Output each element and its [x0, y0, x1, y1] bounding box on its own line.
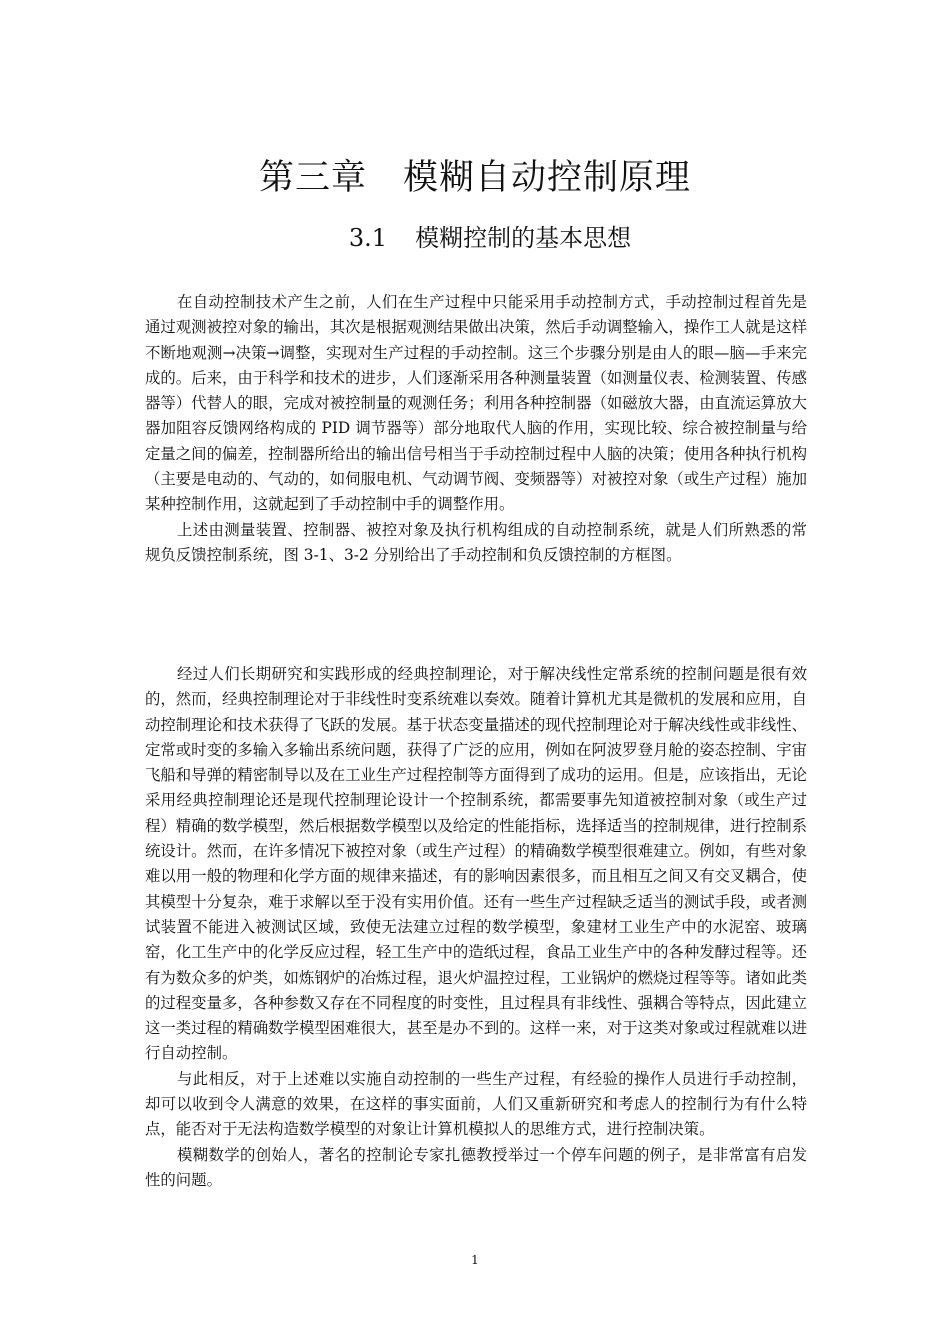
page-number: 1 — [471, 1253, 479, 1267]
paragraph: 与此相反，对于上述难以实施自动控制的一些生产过程，有经验的操作人员进行手动控制，却可以收到令人满意的效果，在这样的事实面前，人们又重新研究和考虑人的控制行为有什么特点，能否对于无法构造数学模型的对象让计算机模拟人的思维方式，进行控制决策。 — [145, 1069, 807, 1139]
paragraph: 经过人们长期研究和实践形成的经典控制理论，对于解决线性定常系统的控制问题是很有效的，然而，经典控制理论对于非线性时变系统难以奏效。随着计算机尤其是微机的发展和应用，自动控制理论和技术获得了飞跃的发展。基于状态变量描述的现代控制理论对于解决线性或非线性、定常或时变的多输入多输出系统问题，获得了广泛的应用，例如在阿波罗登月舱的姿态控制、宇宙飞船和导弹的精密制导以及在工业生产过程控制等方面得到了成功的运用。但是，应该指出，无论采用经典控制理论还是现代控制理论设计一个控制系统，都需要事先知道被控制对象（或生产过程）精确的数学模型，然后根据数学模型以及给定的性能指标，选择适当的控制规律，进行控制系统设计。然而，在许多情况下被控对象（或生产过程）的精确数学模型很难建立。例如，有些对象难以用一般的物理和化学方面的规律来描述，有的影响因素很多，而且相互之间又有交叉耦合，使其模型十分复杂，难于求解以至于没有实用价值。还有一些生产过程缺乏适当的测试手段，或者测试装置不能进入被测试区域，致使无法建立过程的数学模型，象建材工业生产中的水泥窑、玻璃窑，化工生产中的化学反应过程，轻工生产中的造纸过程，食品工业生产中的各种发酵过程等。还有为数众多的炉类，如炼钢炉的冶炼过程，退火炉温控过程，工业锅炉的燃烧过程等等。诸如此类的过程变量多，各种参数又存在不同程度的时变性，且过程具有非线性、强耦合等特点，因此建立这一类过程的精确数学模型困难很大，甚至是办不到的。这样一来，对于这类对象或过程就难以进行自动控制。 — [145, 665, 807, 1063]
section-title — [0, 218, 950, 253]
paragraph: 上述由测量装置、控制器、被控对象及执行机构组成的自动控制系统，就是人们所熟悉的常规负反馈控制系统，图 3-1、3-2 分别给出了手动控制和负反馈控制的方框图。 — [145, 520, 807, 564]
paragraph: 模糊数学的创始人，著名的控制论专家扎德教授举过一个停车问题的例子，是非常富有启发性的问题。 — [145, 1145, 807, 1189]
body-text-part-1 — [145, 290, 807, 568]
section-heading-text: 模糊控制的基本思想 — [415, 224, 632, 252]
paragraph: 在自动控制技术产生之前，人们在生产过程中只能采用手动控制方式，手动控制过程首先是通过观测被控对象的输出，其次是根据观测结果做出决策，然后手动调整输入，操作工人就是这样不断地观测→决策→调整，实现对生产过程的手动控制。这三个步骤分别是由人的眼—脑—手来完成的。后来，由于科学和技术的进步，人们逐渐采用各种测量装置（如测量仪表、检测装置、传感器等）代替人的眼，完成对被控制量的观测任务；利用各种控制器（如磁放大器，由直流运算放大器加阻容反馈网络构成的 PID 调节器等）部分地取代人脑的作用，实现比较、综合被控制量与给定量之间的偏差，控制器所给出的输出信号相当于手动控制过程中人脑的决策；使用各种执行机构（主要是电动的、气动的，如伺服电机、气动调节阀、变频器等）对被控对象（或生产过程）施加某种控制作用，这就起到了手动控制中手的调整作用。 — [145, 293, 807, 514]
section-number: 3.1 — [348, 224, 388, 252]
chapter-title: 第三章 模糊自动控制原理 — [258, 158, 691, 198]
body-text-part-2 — [145, 662, 807, 1193]
